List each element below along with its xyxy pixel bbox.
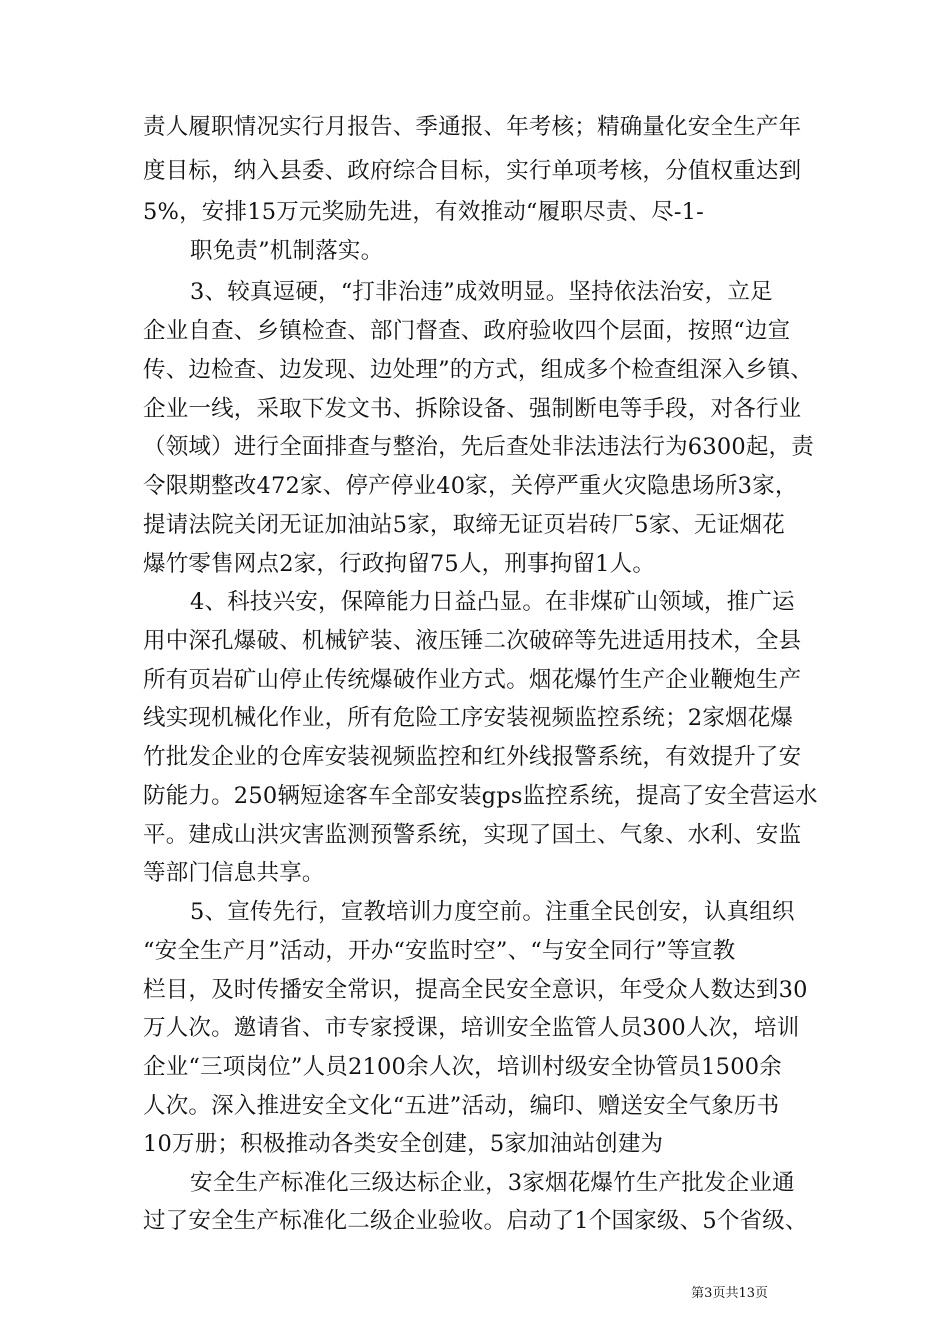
page-number-footer: 第3页共13页 — [691, 1286, 768, 1301]
text-line: 等部门信息共享。 — [143, 860, 325, 886]
text-line: 提请法院关闭无证加油站5家，取缔无证页岩砖厂5家、无证烟花 — [143, 512, 785, 538]
text-line: 过了安全生产标准化二级企业验收。启动了1个国家级、5个省级、 — [143, 1208, 808, 1234]
paragraph-start-line: 安全生产标准化三级达标企业，3家烟花爆竹生产批发企业通 — [190, 1170, 795, 1196]
text-line: 责人履职情况实行月报告、季通报、年考核；精确量化安全生产年 — [143, 114, 802, 140]
text-line: 栏目，及时传播安全常识，提高全民安全意识，年受众人数达到30 — [143, 977, 808, 1003]
text-line: （领域）进行全面排查与整治，先后查处非法违法行为6300起，责 — [143, 434, 814, 460]
text-line: 平。建成山洪灾害监测预警系统，实现了国土、气象、水利、安监 — [143, 822, 802, 848]
paragraph-start-line: 5、宣传先行，宣教培训力度空前。注重全民创安，认真组织 — [190, 899, 795, 925]
text-line: 用中深孔爆破、机械铲装、液压锤二次破碎等先进适用技术，全县 — [143, 628, 802, 654]
text-line: 职免责”机制落实。 — [190, 238, 384, 264]
text-line: 人次。深入推进安全文化“五进”活动，编印、赠送安全气象历书 — [143, 1093, 780, 1119]
text-line: 传、边检查、边发现、边处理”的方式，组成多个检查组深入乡镇、 — [143, 357, 814, 383]
text-line: 企业自查、乡镇检查、部门督查、政府验收四个层面，按照“边宣 — [143, 318, 791, 344]
text-line: 万人次。邀请省、市专家授课，培训安全监管人员300人次，培训 — [143, 1015, 800, 1041]
text-line: 度目标，纳入县委、政府综合目标，实行单项考核，分值权重达到 — [143, 158, 802, 184]
text-line: “安全生产月”活动，开办“安监时空”、“与安全同行”等宣教 — [143, 938, 736, 964]
paragraph-start-line: 3、较真逗硬，“打非治违”成效明显。坚持依法治安，立足 — [190, 279, 773, 305]
text-line: 线实现机械化作业，所有危险工序安装视频监控系统；2家烟花爆 — [143, 705, 794, 731]
text-line: 所有页岩矿山停止传统爆破作业方式。烟花爆竹生产企业鞭炮生产 — [143, 667, 802, 693]
text-line: 令限期整改472家、停产停业40家，关停严重火灾隐患场所3家， — [143, 473, 798, 499]
paragraph-start-line: 4、科技兴安，保障能力日益凸显。在非煤矿山领域，推广运 — [190, 589, 795, 615]
text-line: 10万册；积极推动各类安全创建，5家加油站创建为 — [143, 1131, 664, 1157]
text-line: 企业“三项岗位”人员2100余人次，培训村级安全协管员1500余 — [143, 1054, 782, 1080]
text-line: 竹批发企业的仓库安装视频监控和红外线报警系统，有效提升了安 — [143, 744, 802, 770]
text-line: 5%，安排15万元奖励先进，有效推动“履职尽责、尽-1- — [143, 199, 704, 225]
text-line: 企业一线，采取下发文书、拆除设备、强制断电等手段，对各行业 — [143, 396, 802, 422]
text-line: 防能力。250辆短途客车全部安装gps监控系统，提高了安全营运水 — [143, 783, 818, 809]
text-line: 爆竹零售网点2家，行政拘留75人，刑事拘留1人。 — [143, 551, 656, 577]
